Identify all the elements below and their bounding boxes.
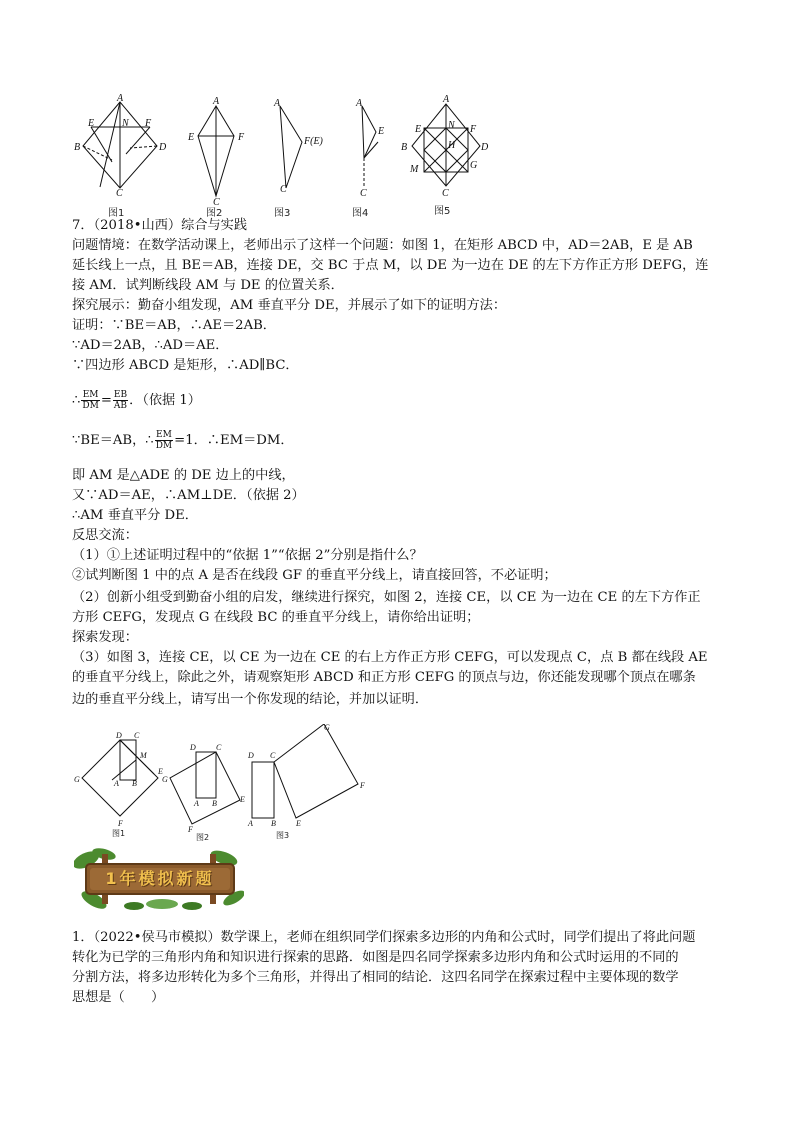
mid-fig1-label-c: C (134, 731, 140, 740)
p7-line-15: ②试判断图 1 中的点 A 是否在线段 GF 的垂直平分线上，请直接回答，不必证明； (72, 568, 557, 583)
top-figures (60, 92, 500, 220)
fig3-label-a: A (274, 98, 281, 109)
p7-l8-eq: = (100, 393, 112, 408)
fig5-label-c: C (442, 188, 449, 199)
mid-fig3-label-d: D (248, 751, 254, 760)
mid-fig1-label-a: A (114, 779, 119, 788)
p7-line-17: 方形 CEFG，发现点 G 在线段 BC 的垂直平分线上，请你给出证明； (72, 610, 480, 625)
mid-fig2-label-g: G (162, 775, 168, 784)
mid-fig3-rect (252, 762, 274, 818)
p7-line-11: 又∵AD＝AE，∴AM⊥DE．（依据 2） (72, 488, 305, 503)
fig1-label-b: B (74, 142, 81, 153)
fig2-label-c: C (213, 197, 220, 208)
fig2-label-e: E (188, 132, 195, 143)
fig5-label-d: D (481, 142, 489, 153)
p7-line-6: ∵AD＝2AB，∴AD＝AE． (72, 338, 229, 353)
p1-line-4: 思想是（ ） (72, 990, 165, 1005)
mid-figures-svg (72, 724, 382, 844)
p7-line-9 (72, 430, 732, 451)
mid-fig3-label-e: E (296, 819, 301, 828)
p7-line-1: 问题情境：在数学活动课上，老师出示了这样一个问题：如图 1，在矩形 ABCD 中，AD＝2AB，E 是 AB (72, 238, 693, 253)
frac-den: DM (82, 401, 99, 411)
mid-fig2-label-e: E (240, 795, 245, 804)
p7-line-4: 探究展示：勤奋小组发现，AM 垂直平分 DE，并展示了如下的证明方法： (72, 298, 507, 313)
mid-fig1-label-e: E (158, 767, 163, 776)
fig1-label-n: N (122, 118, 129, 129)
fig2-label-a: A (213, 96, 220, 107)
top-fig1-caption: 图1 (108, 208, 125, 219)
p7-line-21: 边的垂直平分线上，请写出一个你发现的结论，并加以证明． (72, 692, 429, 707)
p7-line-19: （3）如图 3，连接 CE，以 CE 为一边在 CE 的右上方作正方形 CEFG，可以发现点 C，点 B 都在线段 AE (72, 650, 708, 665)
mid-fig1-caption: 图1 (112, 829, 126, 838)
p7-line-2: 延长线上一点，且 BE＝AB，连接 DE，交 BC 于点 M，以 DE 为一边在 DE 的左下方作正方形 DEFG，连 (72, 258, 709, 273)
fig4-triangle (362, 106, 376, 158)
p1-line-3: 分割方法，将多边形转化为多个三角形，并得出了相同的结论．这四名同学在探索过程中主要体现的数学 (72, 970, 679, 985)
mid-fig2-square (170, 752, 240, 824)
p7-line-8 (72, 390, 732, 411)
top-fig2-caption: 图2 (206, 208, 223, 219)
fig3-triangle (280, 106, 302, 188)
p7-line-7: ∵四边形 ABCD 是矩形，∴AD∥BC． (72, 358, 299, 373)
mid-fig2-label-c: C (216, 743, 222, 752)
fig4-label-a: A (356, 98, 363, 109)
p7-l9-pre: ∵BE＝AB，∴ (72, 433, 154, 448)
frac-num: EM (156, 430, 172, 440)
top-figures-svg (60, 92, 500, 220)
p1-line-2: 转化为已学的三角形内角和知识进行探索的思路．如图是四名同学探索多边形内角和公式时运用的不同的 (72, 950, 679, 965)
mid-fig3-caption: 图3 (276, 831, 290, 840)
mid-fig3-label-g: G (324, 724, 330, 732)
mid-fig1-rect (120, 740, 136, 780)
fig5-label-e: E (415, 124, 422, 135)
p7-l9-post: =1．∴EM＝DM． (174, 433, 294, 448)
mid-fig2-rect (196, 752, 216, 798)
section-banner (74, 846, 244, 910)
fraction-eb-ab (113, 390, 128, 411)
p7-header: 7．（2018•山西）综合与实践 (72, 218, 248, 233)
mid-fig1-label-m: M (140, 751, 147, 760)
p7-line-16: （2）创新小组受到勤奋小组的启发，继续进行探究，如图 2，连接 CE，以 CE 为一边在 CE 的左下方作正 (72, 590, 701, 605)
p7-line-12: ∴AM 垂直平分 DE． (72, 508, 198, 523)
mid-fig1-label-b: B (132, 779, 137, 788)
fig1-label-c: C (116, 188, 123, 199)
fraction-em-dm-2 (155, 430, 173, 451)
frac-num: EM (82, 390, 99, 400)
mid-fig3-label-b: B (271, 819, 276, 828)
frac-den: AB (113, 401, 128, 411)
fig3-label-c: C (280, 184, 287, 195)
mid-figures (72, 724, 382, 844)
fig4-label-e: E (378, 126, 385, 137)
fig3-label-fe: F(E) (304, 136, 323, 147)
mid-fig3-label-f: F (360, 781, 365, 790)
fig4-label-c: C (360, 188, 367, 199)
mid-fig1-label-g: G (74, 775, 80, 784)
fig1-label-f: F (145, 118, 152, 129)
top-fig3-caption: 图3 (274, 208, 291, 219)
p7-line-3: 接 AM．试判断线段 AM 与 DE 的位置关系． (72, 278, 344, 293)
mid-fig3-label-a: A (248, 819, 253, 828)
fig5-label-a: A (443, 94, 450, 105)
banner-text: 1年模拟新题 (105, 869, 215, 888)
p7-line-5: 证明：∵BE＝AB，∴AE＝2AB． (72, 318, 276, 333)
mid-fig1-label-d: D (116, 731, 122, 740)
p7-l8-post: ．（依据 1） (129, 393, 201, 408)
fig5-label-h: H (448, 140, 456, 151)
top-fig5-caption: 图5 (434, 206, 451, 217)
fig1-label-e: E (88, 118, 95, 129)
fig1-label-a: A (117, 93, 124, 104)
p7-line-14: （1）①上述证明过程中的“依据 1”“依据 2”分别是指什么？ (72, 548, 423, 563)
fig5-label-f: F (470, 124, 477, 135)
mid-fig2-label-a: A (194, 799, 199, 808)
p7-line-13: 反思交流： (72, 528, 138, 543)
fig5-label-g: G (470, 160, 478, 171)
top-fig4-caption: 图4 (352, 208, 369, 219)
mid-fig2-label-b: B (212, 799, 217, 808)
fig5-label-b: B (401, 142, 408, 153)
p7-l8-pre: ∴ (72, 393, 81, 408)
fraction-em-dm (81, 390, 99, 411)
mid-fig2-label-d: D (190, 743, 196, 752)
fig5-label-m: M (410, 164, 419, 175)
fig2-label-f: F (238, 132, 245, 143)
p7-line-18: 探索发现： (72, 630, 138, 645)
mid-fig2-caption: 图2 (196, 833, 210, 842)
frac-num: EB (113, 390, 128, 400)
p7-line-10: 即 AM 是△ADE 的 DE 边上的中线， (72, 468, 295, 483)
p7-line-20: 的垂直平分线上，除此之外，请观察矩形 ABCD 和正方形 CEFG 的顶点与边，你还能发现哪个顶点在哪条 (72, 670, 696, 685)
fig1-label-d: D (159, 142, 167, 153)
p1-line-1: 1．（2022•侯马市模拟）数学课上，老师在组织同学们探索多边形的内角和公式时，同学们提出了将此问题 (72, 930, 696, 945)
mid-fig3-square (274, 724, 358, 818)
mid-fig2-label-f: F (188, 825, 193, 834)
fig5-label-n: N (448, 120, 455, 131)
frac-den: DM (155, 441, 173, 451)
mid-fig3-label-c: C (270, 751, 276, 760)
mid-fig1-label-f: F (118, 819, 123, 828)
